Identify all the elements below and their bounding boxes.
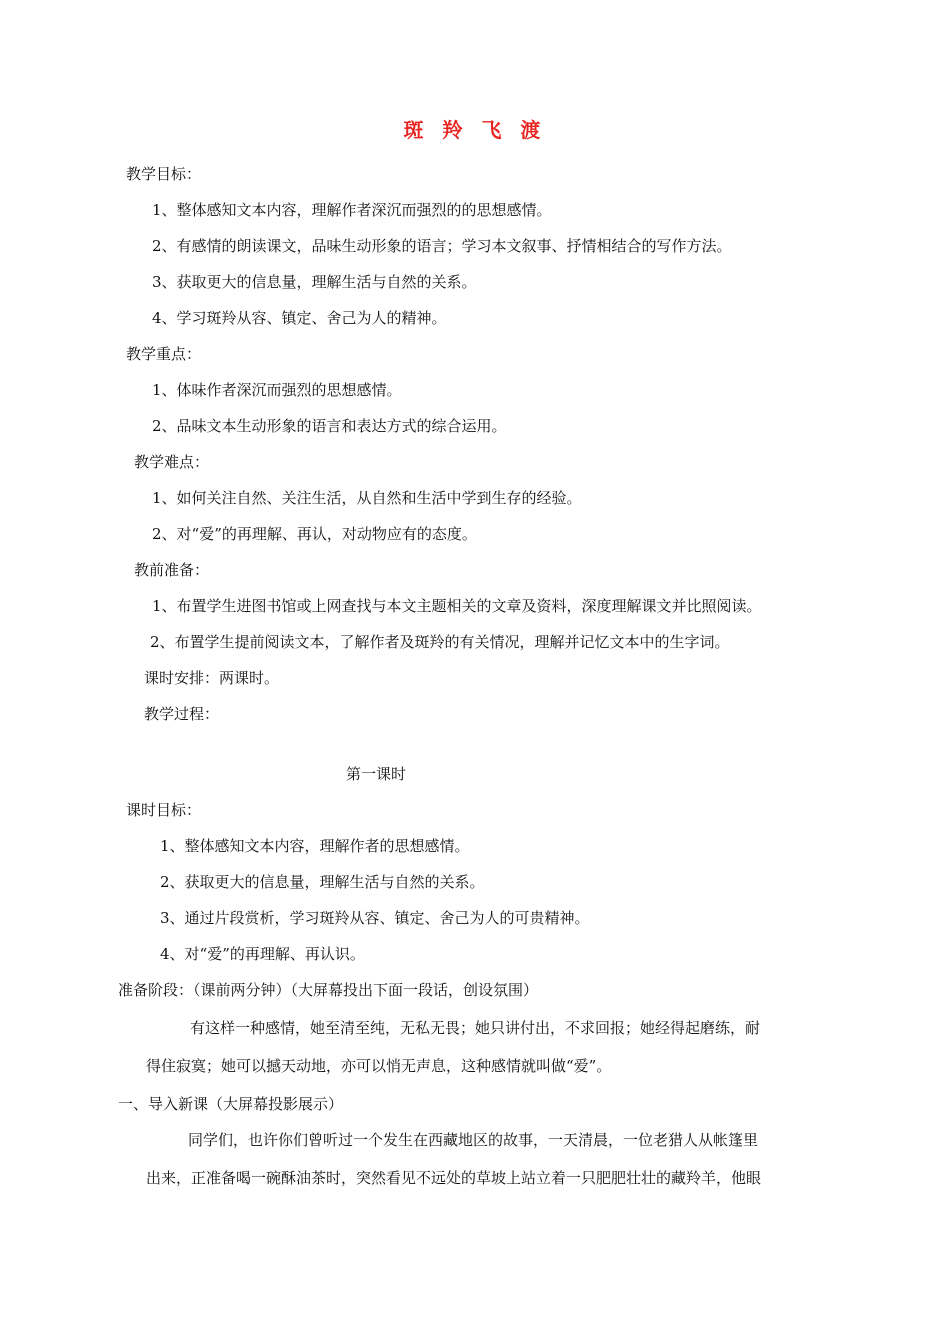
paragraph-line: 2、有感情的朗读课文，品味生动形象的语言；学习本文叙事、抒情相结合的写作方法。 — [152, 237, 732, 255]
lesson-heading: 第一课时 — [346, 765, 407, 783]
paragraph-line: 有这样一种感情，她至清至纯，无私无畏；她只讲付出，不求回报；她经得起磨练，耐 — [190, 1019, 761, 1037]
paragraph-line: 2、获取更大的信息量，理解生活与自然的关系。 — [160, 873, 485, 891]
paragraph-line: 1、布置学生进图书馆或上网查找与本文主题相关的文章及资料，深度理解课文并比照阅读。 — [152, 597, 762, 615]
section-heading-keypoints: 教学重点： — [126, 345, 202, 363]
paragraph-line: 1、整体感知文本内容，理解作者深沉而强烈的的思想感情。 — [152, 201, 552, 219]
section-heading-lesson-objectives: 课时目标： — [126, 801, 202, 819]
paragraph-line: 1、如何关注自然、关注生活，从自然和生活中学到生存的经验。 — [152, 489, 582, 507]
paragraph-line: 同学们，也许你们曾听过一个发生在西藏地区的故事，一天清晨，一位老猎人从帐篷里 — [188, 1131, 759, 1149]
preparation-stage-line: 准备阶段：（课前两分钟）（大屏幕投出下面一段话，创设氛围） — [118, 981, 539, 999]
paragraph-line: 出来，正准备喝一碗酥油茶时，突然看见不远处的草坡上站立着一只肥肥壮壮的藏羚羊，他眼 — [146, 1169, 762, 1187]
paragraph-line: 2、布置学生提前阅读文本，了解作者及斑羚的有关情况，理解并记忆文本中的生字词。 — [150, 633, 730, 651]
section-heading-preparation: 教前准备： — [134, 561, 210, 579]
paragraph-line: 3、获取更大的信息量，理解生活与自然的关系。 — [152, 273, 477, 291]
paragraph-line: 4、对“爱”的再理解、再认识。 — [160, 945, 365, 963]
paragraph-line: 2、对“爱”的再理解、再认，对动物应有的态度。 — [152, 525, 477, 543]
paragraph-line: 1、整体感知文本内容，理解作者的思想感情。 — [160, 837, 470, 855]
document-title: 斑 羚 飞 渡 — [403, 118, 547, 142]
section-heading-process: 教学过程： — [144, 705, 220, 723]
paragraph-line: 4、学习斑羚从容、镇定、舍己为人的精神。 — [152, 309, 447, 327]
section-heading-objectives: 教学目标： — [126, 165, 202, 183]
section-heading-introduction: 一、导入新课（大屏幕投影展示） — [118, 1095, 344, 1113]
paragraph-line: 1、体味作者深沉而强烈的思想感情。 — [152, 381, 402, 399]
paragraph-line: 3、通过片段赏析，学习斑羚从容、镇定、舍己为人的可贵精神。 — [160, 909, 590, 927]
paragraph-line: 得住寂寞；她可以撼天动地，亦可以悄无声息，这种感情就叫做“爱”。 — [146, 1057, 612, 1075]
schedule-line: 课时安排：两课时。 — [144, 669, 280, 687]
paragraph-line: 2、品味文本生动形象的语言和表达方式的综合运用。 — [152, 417, 507, 435]
section-heading-difficulties: 教学难点： — [134, 453, 210, 471]
